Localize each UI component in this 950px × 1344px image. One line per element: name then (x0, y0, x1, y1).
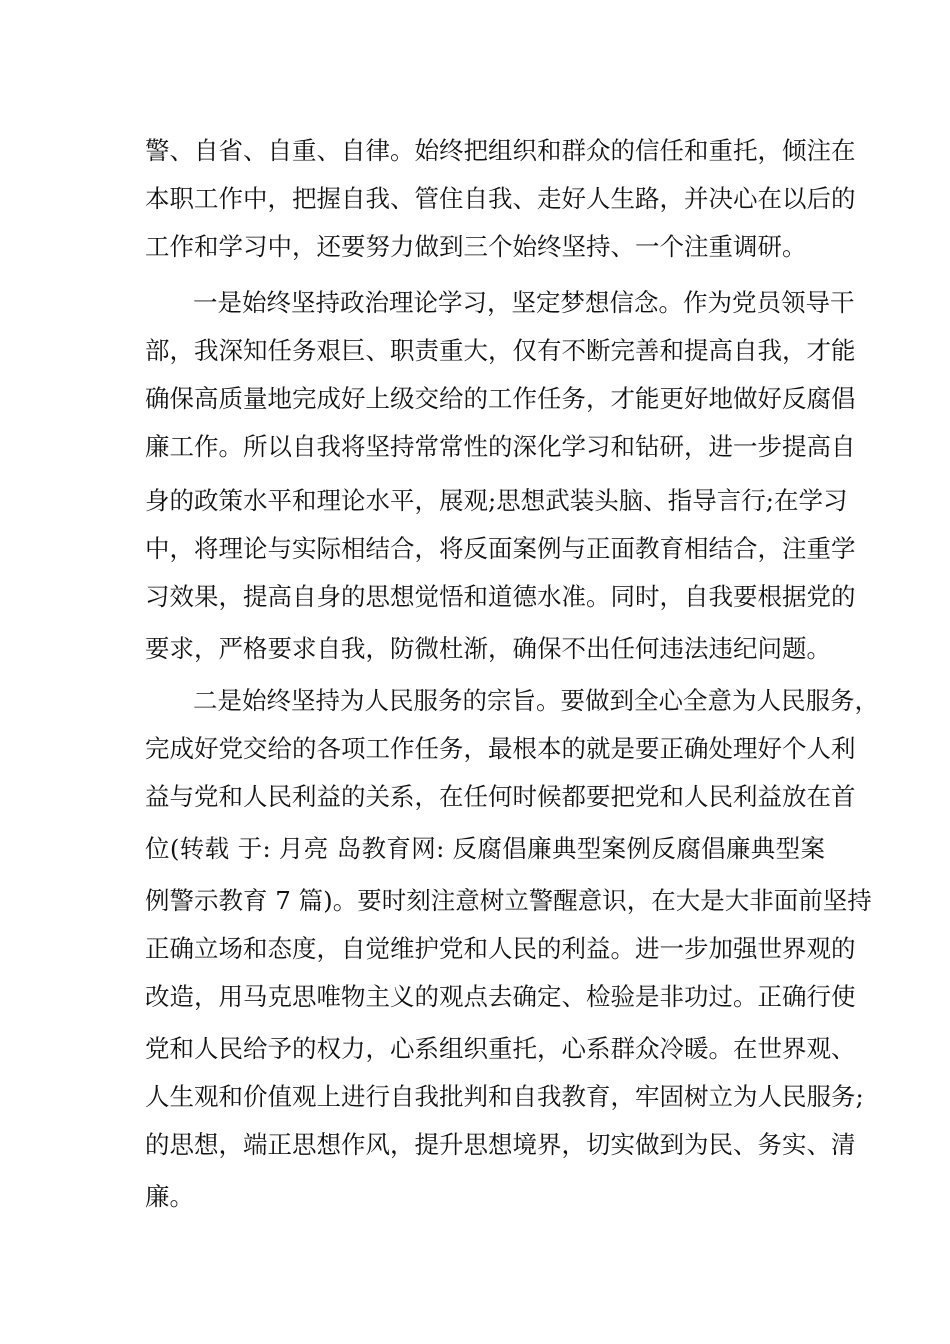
text-line: 完成好党交给的各项工作任务，最根本的就是要正确处理好个人利 (145, 734, 856, 763)
text-line: 位(转载 于: 月亮 岛教育网: 反腐倡廉典型案例反腐倡廉典型案 (145, 834, 825, 863)
text-line: 例警示教育 7 篇)。要时刻注意树立警醒意识，在大是大非面前坚持 (145, 886, 872, 915)
text-line: 本职工作中，把握自我、管住自我、走好人生路，并决心在以后的 (145, 184, 856, 213)
text-line: 身的政策水平和理论水平，展观;思想武装头脑、指导言行;在学习 (145, 486, 848, 515)
text-line: 廉。 (145, 1182, 194, 1211)
paragraph-start-line: 一是始终坚持政治理论学习，坚定梦想信念。作为党员领导干 (193, 288, 855, 317)
text-line: 要求，严格要求自我，防微杜渐，确保不出任何违法违纪问题。 (145, 634, 831, 663)
paragraph-start-line: 二是始终坚持为人民服务的宗旨。要做到全心全意为人民服务， (193, 686, 879, 715)
text-line: 益与党和人民利益的关系，在任何时候都要把党和人民利益放在首 (145, 782, 856, 811)
text-line: 部，我深知任务艰巨、职责重大，仅有不断完善和提高自我，才能 (145, 336, 856, 365)
text-line: 的思想，端正思想作风，提升思想境界，切实做到为民、务实、清 (145, 1130, 856, 1159)
text-line: 中，将理论与实际相结合，将反面案例与正面教育相结合，注重学 (145, 534, 856, 563)
text-line: 廉工作。所以自我将坚持常常性的深化学习和钻研，进一步提高自 (145, 432, 856, 461)
text-line: 习效果，提高自身的思想觉悟和道德水准。同时，自我要根据党的 (145, 582, 856, 611)
text-line: 改造，用马克思唯物主义的观点去确定、检验是非功过。正确行使 (145, 982, 856, 1011)
text-line: 党和人民给予的权力，心系组织重托，心系群众冷暖。在世界观、 (145, 1034, 856, 1063)
text-line: 确保高质量地完成好上级交给的工作任务，才能更好地做好反腐倡 (145, 384, 856, 413)
text-line: 人生观和价值观上进行自我批判和自我教育，牢固树立为人民服务; (145, 1082, 864, 1111)
text-line: 工作和学习中，还要努力做到三个始终坚持、一个注重调研。 (145, 232, 807, 261)
text-line: 警、自省、自重、自律。始终把组织和群众的信任和重托，倾注在 (145, 136, 856, 165)
text-line: 正确立场和态度，自觉维护党和人民的利益。进一步加强世界观的 (145, 934, 856, 963)
